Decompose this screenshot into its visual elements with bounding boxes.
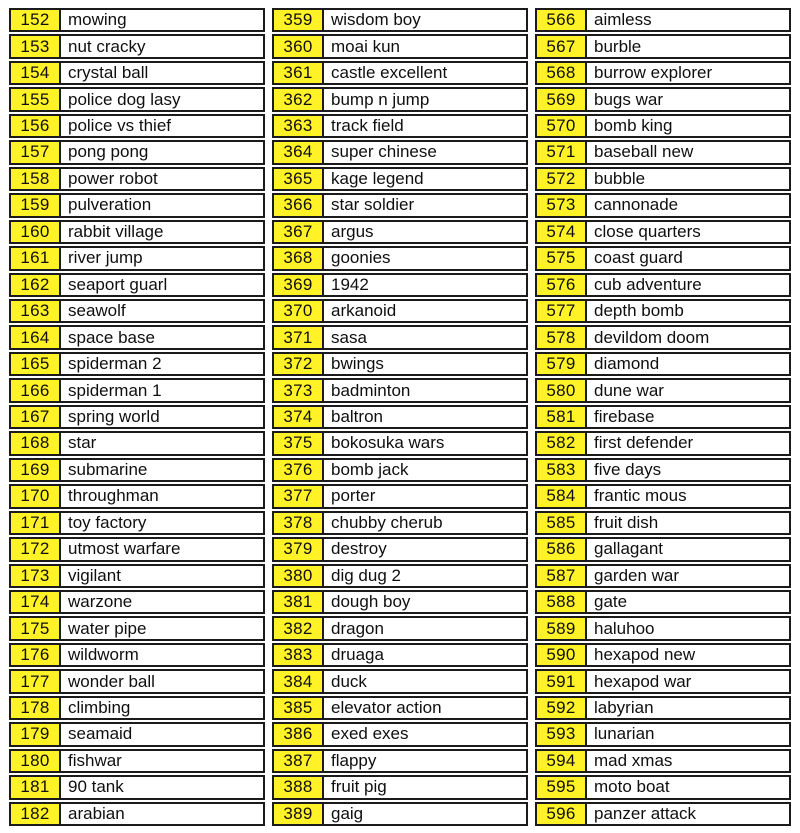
game-name: space base bbox=[68, 327, 155, 347]
table-row bbox=[535, 220, 791, 244]
game-number: 591 bbox=[537, 671, 587, 691]
table-row bbox=[272, 140, 528, 164]
game-number: 174 bbox=[11, 592, 61, 612]
game-number: 385 bbox=[274, 698, 324, 718]
table-row bbox=[535, 616, 791, 640]
table-row bbox=[9, 484, 265, 508]
table-row bbox=[535, 802, 791, 826]
table-row bbox=[9, 34, 265, 58]
game-number: 572 bbox=[537, 169, 587, 189]
game-number: 587 bbox=[537, 566, 587, 586]
table-row bbox=[9, 8, 265, 32]
game-number: 155 bbox=[11, 89, 61, 109]
game-name: fruit pig bbox=[331, 777, 387, 797]
game-number: 177 bbox=[11, 671, 61, 691]
table-row bbox=[9, 590, 265, 614]
table-row bbox=[9, 140, 265, 164]
table-row bbox=[535, 458, 791, 482]
game-number: 373 bbox=[274, 380, 324, 400]
table-row bbox=[272, 193, 528, 217]
table-row bbox=[272, 696, 528, 720]
table-row bbox=[535, 564, 791, 588]
game-name: power robot bbox=[68, 168, 158, 188]
game-name: gaig bbox=[331, 803, 364, 823]
game-name: gallagant bbox=[594, 539, 664, 559]
table-row bbox=[272, 643, 528, 667]
game-number: 167 bbox=[11, 407, 61, 427]
game-number: 363 bbox=[274, 116, 324, 136]
table-row bbox=[272, 405, 528, 429]
table-row bbox=[535, 405, 791, 429]
table-row bbox=[272, 537, 528, 561]
table-row bbox=[535, 246, 791, 270]
game-list-column-1 bbox=[9, 8, 265, 826]
game-list-column-2 bbox=[272, 8, 528, 826]
game-name: chubby cherub bbox=[331, 512, 443, 532]
table-row bbox=[535, 378, 791, 402]
game-name: druaga bbox=[331, 645, 384, 665]
game-number: 574 bbox=[537, 222, 587, 242]
table-row bbox=[272, 8, 528, 32]
game-number: 569 bbox=[537, 89, 587, 109]
table-row bbox=[272, 246, 528, 270]
game-number: 367 bbox=[274, 222, 324, 242]
game-name: spiderman 1 bbox=[68, 380, 162, 400]
table-row bbox=[272, 220, 528, 244]
table-row bbox=[272, 590, 528, 614]
game-name: star bbox=[68, 433, 97, 453]
table-row bbox=[535, 34, 791, 58]
table-row bbox=[272, 775, 528, 799]
table-row bbox=[535, 643, 791, 667]
game-name: destroy bbox=[331, 539, 387, 559]
game-number: 166 bbox=[11, 380, 61, 400]
game-name: bubble bbox=[594, 168, 646, 188]
game-name: water pipe bbox=[68, 618, 147, 638]
game-name: bump n jump bbox=[331, 89, 430, 109]
game-number: 170 bbox=[11, 486, 61, 506]
game-number: 364 bbox=[274, 142, 324, 162]
game-name: close quarters bbox=[594, 221, 701, 241]
table-row bbox=[272, 87, 528, 111]
game-name: super chinese bbox=[331, 142, 437, 162]
game-name: moai kun bbox=[331, 36, 400, 56]
table-row bbox=[535, 722, 791, 746]
game-name: dough boy bbox=[331, 592, 411, 612]
table-row bbox=[9, 802, 265, 826]
game-number: 366 bbox=[274, 195, 324, 215]
game-name: seaport guarl bbox=[68, 274, 168, 294]
game-name: cub adventure bbox=[594, 274, 702, 294]
game-number: 596 bbox=[537, 804, 587, 824]
game-number: 164 bbox=[11, 327, 61, 347]
game-number: 152 bbox=[11, 10, 61, 30]
game-name: wonder ball bbox=[68, 671, 155, 691]
game-number: 592 bbox=[537, 698, 587, 718]
game-number: 361 bbox=[274, 63, 324, 83]
game-name: wildworm bbox=[68, 645, 139, 665]
game-name: argus bbox=[331, 221, 374, 241]
game-name: exed exes bbox=[331, 724, 409, 744]
table-row bbox=[9, 273, 265, 297]
game-name: toy factory bbox=[68, 512, 147, 532]
game-number: 360 bbox=[274, 36, 324, 56]
game-name: five days bbox=[594, 459, 662, 479]
game-name: seamaid bbox=[68, 724, 133, 744]
game-number: 163 bbox=[11, 301, 61, 321]
game-number: 161 bbox=[11, 248, 61, 268]
game-number: 371 bbox=[274, 327, 324, 347]
game-name: sasa bbox=[331, 327, 367, 347]
game-name: wisdom boy bbox=[331, 10, 421, 30]
table-row bbox=[535, 167, 791, 191]
table-row bbox=[9, 749, 265, 773]
game-number: 589 bbox=[537, 618, 587, 638]
game-number: 384 bbox=[274, 671, 324, 691]
game-name: porter bbox=[331, 486, 376, 506]
game-name: labyrian bbox=[594, 698, 654, 717]
game-name: flappy bbox=[331, 750, 377, 770]
game-name: aimless bbox=[594, 10, 652, 30]
game-name: elevator action bbox=[331, 698, 442, 717]
game-name: arkanoid bbox=[331, 301, 397, 321]
game-name: spiderman 2 bbox=[68, 354, 162, 374]
table-row bbox=[535, 749, 791, 773]
table-row bbox=[9, 775, 265, 799]
table-row bbox=[272, 299, 528, 323]
game-number: 387 bbox=[274, 751, 324, 771]
game-number: 582 bbox=[537, 433, 587, 453]
table-row bbox=[272, 352, 528, 376]
game-name: bugs war bbox=[594, 89, 663, 109]
game-number: 162 bbox=[11, 275, 61, 295]
table-row bbox=[9, 167, 265, 191]
table-row bbox=[9, 61, 265, 85]
game-number: 368 bbox=[274, 248, 324, 268]
game-name: police dog lasy bbox=[68, 89, 181, 109]
table-row bbox=[535, 484, 791, 508]
table-row bbox=[9, 114, 265, 138]
table-row bbox=[272, 511, 528, 535]
game-number: 156 bbox=[11, 116, 61, 136]
game-number: 169 bbox=[11, 460, 61, 480]
game-name: first defender bbox=[594, 433, 694, 453]
game-name: track field bbox=[331, 116, 404, 136]
table-row bbox=[272, 458, 528, 482]
game-number: 369 bbox=[274, 275, 324, 295]
table-row bbox=[9, 696, 265, 720]
table-row bbox=[535, 669, 791, 693]
game-number: 362 bbox=[274, 89, 324, 109]
game-number: 577 bbox=[537, 301, 587, 321]
game-number: 590 bbox=[537, 645, 587, 665]
table-row bbox=[272, 749, 528, 773]
table-row bbox=[9, 87, 265, 111]
game-number: 370 bbox=[274, 301, 324, 321]
game-name: utmost warfare bbox=[68, 539, 181, 559]
table-row bbox=[272, 114, 528, 138]
game-name: moto boat bbox=[594, 777, 670, 797]
game-name: mad xmas bbox=[594, 750, 673, 770]
game-number: 165 bbox=[11, 354, 61, 374]
game-number: 568 bbox=[537, 63, 587, 83]
game-name: dune war bbox=[594, 380, 664, 400]
game-list-column-3 bbox=[535, 8, 791, 826]
game-number: 578 bbox=[537, 327, 587, 347]
table-row bbox=[9, 405, 265, 429]
table-row bbox=[535, 325, 791, 349]
game-name: pong pong bbox=[68, 142, 149, 162]
table-row bbox=[272, 722, 528, 746]
game-number: 566 bbox=[537, 10, 587, 30]
table-row bbox=[272, 431, 528, 455]
table-row bbox=[9, 564, 265, 588]
game-name: firebase bbox=[594, 407, 655, 427]
game-name: submarine bbox=[68, 459, 148, 479]
game-name: seawolf bbox=[68, 301, 126, 321]
table-row bbox=[9, 352, 265, 376]
table-row bbox=[9, 511, 265, 535]
game-number: 168 bbox=[11, 433, 61, 453]
table-row bbox=[535, 775, 791, 799]
table-row bbox=[9, 246, 265, 270]
table-row bbox=[9, 378, 265, 402]
table-row bbox=[535, 299, 791, 323]
game-name: mowing bbox=[68, 10, 127, 30]
game-number: 584 bbox=[537, 486, 587, 506]
game-name: burrow explorer bbox=[594, 63, 713, 83]
table-row bbox=[272, 802, 528, 826]
game-name: fruit dish bbox=[594, 512, 659, 532]
game-number: 380 bbox=[274, 566, 324, 586]
table-row bbox=[535, 352, 791, 376]
game-name: baseball new bbox=[594, 142, 694, 162]
game-number: 179 bbox=[11, 724, 61, 744]
table-row bbox=[272, 167, 528, 191]
game-number: 579 bbox=[537, 354, 587, 374]
game-name: devildom doom bbox=[594, 327, 710, 347]
table-row bbox=[9, 193, 265, 217]
game-name: pulveration bbox=[68, 195, 152, 215]
table-row bbox=[272, 34, 528, 58]
game-name: crystal ball bbox=[68, 63, 149, 83]
table-row bbox=[535, 537, 791, 561]
game-name: lunarian bbox=[594, 724, 655, 744]
table-row bbox=[535, 696, 791, 720]
game-number: 153 bbox=[11, 36, 61, 56]
game-number: 372 bbox=[274, 354, 324, 374]
game-number: 175 bbox=[11, 618, 61, 638]
table-row bbox=[535, 61, 791, 85]
table-row bbox=[272, 564, 528, 588]
game-name: hexapod war bbox=[594, 671, 692, 691]
table-row bbox=[272, 616, 528, 640]
game-name: bomb king bbox=[594, 116, 673, 136]
game-name: dig dug 2 bbox=[331, 565, 401, 585]
game-number: 382 bbox=[274, 618, 324, 638]
game-number: 586 bbox=[537, 539, 587, 559]
game-name: cannonade bbox=[594, 195, 679, 215]
game-name: panzer attack bbox=[594, 803, 697, 823]
game-number: 359 bbox=[274, 10, 324, 30]
game-name: bwings bbox=[331, 354, 384, 374]
game-name: goonies bbox=[331, 248, 391, 268]
game-number: 386 bbox=[274, 724, 324, 744]
game-number: 180 bbox=[11, 751, 61, 771]
table-row bbox=[9, 669, 265, 693]
table-row bbox=[272, 484, 528, 508]
game-number: 573 bbox=[537, 195, 587, 215]
table-row bbox=[535, 590, 791, 614]
game-number: 377 bbox=[274, 486, 324, 506]
game-name: gate bbox=[594, 592, 628, 612]
table-row bbox=[535, 431, 791, 455]
table-row bbox=[535, 273, 791, 297]
game-name: bokosuka wars bbox=[331, 433, 445, 453]
game-number: 159 bbox=[11, 195, 61, 215]
game-number: 383 bbox=[274, 645, 324, 665]
game-name: garden war bbox=[594, 565, 680, 585]
game-name: vigilant bbox=[68, 565, 121, 585]
table-row bbox=[535, 511, 791, 535]
table-row bbox=[535, 8, 791, 32]
game-name: arabian bbox=[68, 803, 125, 823]
table-row bbox=[272, 378, 528, 402]
table-row bbox=[9, 722, 265, 746]
table-row bbox=[535, 193, 791, 217]
game-name: castle excellent bbox=[331, 63, 448, 83]
game-name: throughman bbox=[68, 486, 159, 506]
game-name: dragon bbox=[331, 618, 384, 638]
game-number: 375 bbox=[274, 433, 324, 453]
game-name: 90 tank bbox=[68, 777, 124, 797]
game-name: 1942 bbox=[331, 274, 369, 294]
game-number: 160 bbox=[11, 222, 61, 242]
game-name: nut cracky bbox=[68, 36, 146, 56]
game-number: 182 bbox=[11, 804, 61, 824]
game-number: 365 bbox=[274, 169, 324, 189]
table-row bbox=[535, 140, 791, 164]
game-number: 389 bbox=[274, 804, 324, 824]
table-row bbox=[9, 431, 265, 455]
game-name: depth bomb bbox=[594, 301, 684, 321]
game-number: 378 bbox=[274, 513, 324, 533]
game-number: 379 bbox=[274, 539, 324, 559]
game-name: bomb jack bbox=[331, 459, 409, 479]
game-number: 585 bbox=[537, 513, 587, 533]
game-number: 588 bbox=[537, 592, 587, 612]
game-name: police vs thief bbox=[68, 116, 171, 136]
game-number: 374 bbox=[274, 407, 324, 427]
table-row bbox=[9, 537, 265, 561]
game-name: kage legend bbox=[331, 168, 424, 188]
game-number: 567 bbox=[537, 36, 587, 56]
table-row bbox=[9, 643, 265, 667]
game-number: 176 bbox=[11, 645, 61, 665]
table-row bbox=[272, 273, 528, 297]
game-number: 178 bbox=[11, 698, 61, 718]
game-number: 381 bbox=[274, 592, 324, 612]
game-name: river jump bbox=[68, 248, 143, 268]
game-name: haluhoo bbox=[594, 618, 655, 638]
table-row bbox=[9, 325, 265, 349]
game-number: 157 bbox=[11, 142, 61, 162]
game-number: 571 bbox=[537, 142, 587, 162]
game-number: 594 bbox=[537, 751, 587, 771]
game-number: 173 bbox=[11, 566, 61, 586]
game-number: 158 bbox=[11, 169, 61, 189]
game-number: 575 bbox=[537, 248, 587, 268]
game-number: 580 bbox=[537, 380, 587, 400]
game-number: 388 bbox=[274, 777, 324, 797]
game-number: 595 bbox=[537, 777, 587, 797]
game-number: 576 bbox=[537, 275, 587, 295]
table-row bbox=[272, 61, 528, 85]
game-number: 172 bbox=[11, 539, 61, 559]
game-number: 593 bbox=[537, 724, 587, 744]
table-row bbox=[9, 458, 265, 482]
table-row bbox=[272, 325, 528, 349]
table-row bbox=[9, 299, 265, 323]
game-number: 583 bbox=[537, 460, 587, 480]
table-row bbox=[9, 616, 265, 640]
game-name: rabbit village bbox=[68, 221, 164, 241]
game-number: 154 bbox=[11, 63, 61, 83]
game-number: 171 bbox=[11, 513, 61, 533]
table-row bbox=[535, 87, 791, 111]
table-row bbox=[272, 669, 528, 693]
game-name: climbing bbox=[68, 698, 131, 717]
game-name: fishwar bbox=[68, 750, 122, 770]
game-number: 570 bbox=[537, 116, 587, 136]
game-name: badminton bbox=[331, 380, 411, 400]
game-name: baltron bbox=[331, 407, 383, 427]
game-name: diamond bbox=[594, 354, 660, 374]
game-name: frantic mous bbox=[594, 486, 687, 506]
game-number: 181 bbox=[11, 777, 61, 797]
game-name: duck bbox=[331, 671, 367, 691]
game-name: burble bbox=[594, 36, 642, 56]
game-name: warzone bbox=[68, 592, 133, 612]
table-row bbox=[9, 220, 265, 244]
game-number: 581 bbox=[537, 407, 587, 427]
game-name: spring world bbox=[68, 407, 160, 427]
table-row bbox=[535, 114, 791, 138]
game-name: star soldier bbox=[331, 195, 415, 215]
game-number: 376 bbox=[274, 460, 324, 480]
game-name: hexapod new bbox=[594, 645, 696, 665]
game-name: coast guard bbox=[594, 248, 683, 268]
